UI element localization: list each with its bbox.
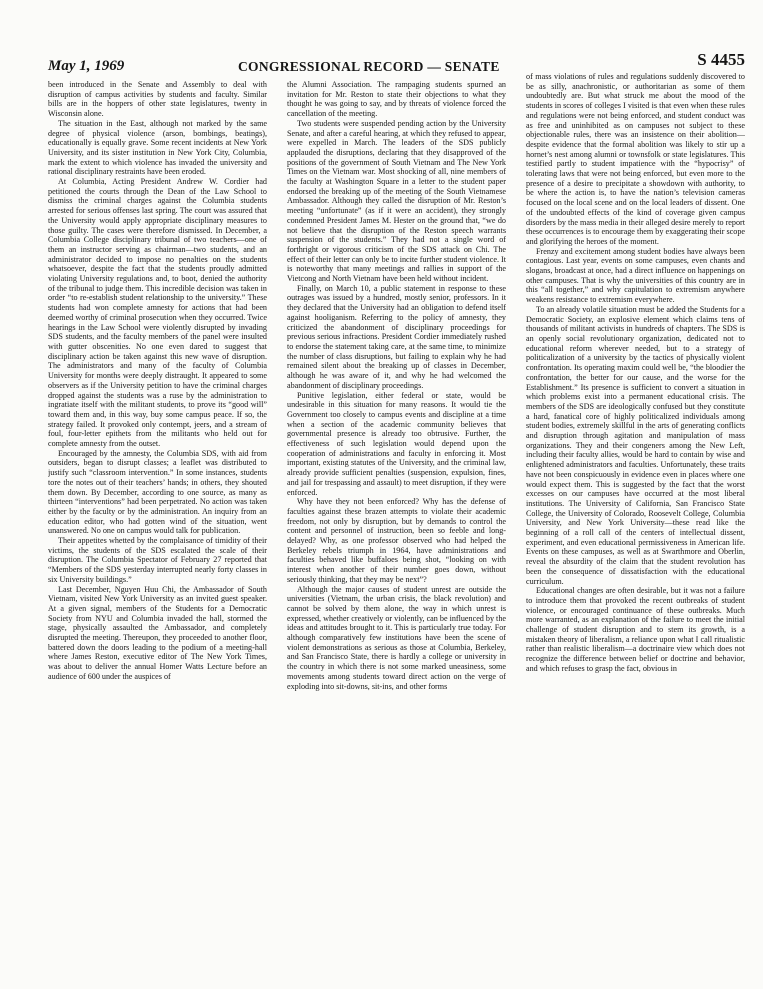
paragraph: Educational changes are often desirable, but it was not a failure to introduce them that provoked the recent outbreaks of student violence, or encouraged continuance of these outbreaks. Much more warranted, as an explanation of the failure to meet the initial challenge of student disruption and to stem its growth, is a mistaken theory of liberalism, a reliance upon what I call ritualistic rather than realistic liberalism—a doctrinaire view which does not recognize the difference between belief or doctrine and behavior, and which refuses to grasp the fact, obvious in xyxy=(526,586,745,673)
paragraph: Finally, on March 10, a public statement in response to these outrages was issued by a hundred, mostly senior, professors. In it they declared that the University had an obligation to defend itself against hooliganism. Referring to the policy of amnesty, they criticized the abandonment of disciplinary proceedings for previous serious infractions. President Cordier immediately rushed to endorse the statement taking care, at the same time, to minimize the number of class disruptions, but failing to explain why he had remained silent about the breaking up of classes in December, although he was aware of it, and why he had welcomed the abandonment of disciplinary proceedings. xyxy=(287,283,506,390)
paragraph: Two students were suspended pending action by the University Senate, and after a careful hearing, at which they refused to appear, were expelled in March. The leaders of the SDS publicly applauded the disruptions, declaring that they disapproved of the positions of the government of South Vietnam and The New York Times on the Vietnam war. Most shocking of all, nine members of the faculty at Washington Square in a letter to the student paper endorsed the breaking up of the meeting of the South Vietnamese Ambassador. Although they called the disruption of Mr. Reston’s meeting “unfortunate” (as if it were an accident), they strongly condemned President James M. Hester on the ground that, “we do not believe that the disruption of the Reston speech warrants suspension of the students.” They had not a single word of forthright or vigorous criticism of the SDS attack on Chi. The effect of their letter can only be to incite further student violence. It is noteworthy that many meetings and rallies in support of the Vietcong and North Vietnam have been held without incident. xyxy=(287,118,506,284)
paragraph: Their appetites whetted by the complaisance of timidity of their victims, the students of the SDS escalated the scale of their disruption. The Columbia Spectator of February 27 reported that “Members of the SDS yesterday interrupted nearly forty classes in six University buildings.” xyxy=(48,536,267,584)
header-title: CONGRESSIONAL RECORD — SENATE xyxy=(238,59,500,74)
text-columns xyxy=(48,72,745,980)
column-1 xyxy=(48,80,267,980)
paragraph: been introduced in the Senate and Assembly to deal with disruption of campus activities by students and faculty. Similar bills are in the hoppers of other state legislatures, twenty in Wisconsin alone. xyxy=(48,80,267,119)
paragraph: The situation in the East, although not marked by the same degree of physical violence (arson, bombings, beatings), educationally is equally grave. Some recent incidents at New York University, and its sister institution in New York City, Columbia, mark the extent to which violence has invaded the university and rational disciplinary restraints have been eroded. xyxy=(48,118,267,177)
paragraph: Although the major causes of student unrest are outside the universities (Vietnam, the urban crisis, the black revolution) and cannot be solved by them alone, the way in which unrest is expressed, whether creatively or violently, can be influenced by the ideas and attitudes brought to it. This is particularly true today. For although comparatively few institutions have been the scene of violent demonstrations as serious as those at Columbia, Berkeley, and San Francisco State, there is hardly a college or university in the country in which there is not some marked uneasiness, some movements among students toward direct action on the verge of exploding into sit-downs, sit-ins, and other forms xyxy=(287,584,506,691)
header-date: May 1, 1969 xyxy=(48,58,125,74)
column-2 xyxy=(287,80,506,980)
paragraph: Why have they not been enforced? Why has the defense of faculties against these brazen attempts to violate their academic freedom, not only by disruption, but by demands to control the content and personnel of instruction, been so feeble and long-delayed? Why, as one professor observed who had helped the Berkeley rebels triumph in 1964, have administrations and faculties behaved like buffaloes being shot, “looking on with interest when another of their number goes down, without seriously thinking, that they may be next”? xyxy=(287,497,506,584)
column-3 xyxy=(526,72,745,980)
paragraph: To an already volatile situation must be added the Students for a Democratic Society, an explosive element which claims tens of thousands of militant activists in hundreds of chapters. The SDS is an openly social revolutionary organization, dedicated not to educational reform wherever needed, but to a strategy of politicalization of a university by the tactics of physically violent confrontation. Its operating maxim could well be, “the bloodier the confrontation, the better for our cause, and the worse for the Establishment.” Its presence is sufficient to convert a situation in which problems exist into a permanent educational crisis. The members of the SDS are ideologically confused but they constitute a hard, fanatical core of highly politicalized individuals among student bodies, extremely skillful in the arts of generating conflicts and disruption through agitation and manipulation of mass organizations. They and their congeners among the New Left, including their faculty allies, would be hard to contain by wise and enlightened administrators and faculties. Unfortunately, these traits have not been conspicuously in evidence even in places where one would expect them. This is suggested by the fact that the worst excesses on our campuses have occurred at the most liberal institutions. The University of California, San Francisco State College, the University of Colorado, Roosevelt College, Columbia University, and New York University—these read like the beginning of a roll call of the centers of intellectual dissent, experiment, and even educational permissiveness in American life. Events on these campuses, as well as at Swarthmore and Oberlin, reveal the absurdity of the claim that the student revolution has been the consequence of dissatisfaction with the educational curriculum. xyxy=(526,304,745,586)
paragraph: Punitive legislation, either federal or state, would be undesirable in this situation for many reasons. It would tie the Government too closely to campus events and discipline at a time when a section of the academic community believes that governmental presence is already too obtrusive. Further, the effectiveness of such legislation would depend upon the cooperation of administrations and faculty in enforcing it. Most important, existing statutes of the University, and the criminal law, already provide sufficient penalties (suspension, expulsion, fines, and jail for trespassing and assault) to meet disruption, if they were enforced. xyxy=(287,390,506,497)
paragraph: Encouraged by the amnesty, the Columbia SDS, with aid from outsiders, began to disrupt classes; a leaflet was distributed to justify such “classroom intervention.” In some instances, students tore the notes out of their teachers’ hands; in others, they shouted them down. By December, according to one source, as many as thirteen “interventions” had been perpetrated. No action was taken either by the faculty or by the administration. An inquiry from an education editor, who had gotten wind of the situation, went unanswered. No one on campus would talk for publication. xyxy=(48,448,267,536)
paragraph: the Alumni Association. The rampaging students spurned an invitation for Mr. Reston to state their objections to what they thought he was going to say, and by threats of violence forced the cancellation of the meeting. xyxy=(287,80,506,119)
paragraph: At Columbia, Acting President Andrew W. Cordier had petitioned the courts through the Dean of the Law School to dismiss the criminal charges against the Columbia students arrested for serious offenses last spring. The court was assured that the University would apply appropriate disciplinary measures to those guilty. The cases were therefore dismissed. In December, a Columbia College disciplinary tribunal of two teachers—one of them an instructor serving as chairman—two students, and an administrator decided to impose no penalties on the students whatsoever, despite the fact that the students proudly admitted violating University regulations and, to boot, denied the authority of the tribunal to judge them. This incredible decision was taken in order “to re-establish student relationship to the university.” These students had won complete amnesty for actions that had been deemed worthy of criminal prosecution when they occurred. Twice hearings in the Law School were violently disrupted by invading SDS students, and the faculty members of the panel were insulted with gutter obscenities. No one even dared to suggest that disciplinary action be taken against this new wave of disruption. The administrators and many of the faculty of Columbia University for months were deeply distraught. It appeared to some observers as if the University petition to have the criminal charges dropped against the students was a ruse by the administration to ingratiate itself with the militant students, to prove its “good will” toward them and, in this way, buy some campus peace. If so, the strategy failed. It provoked only contempt, jeers, and a stream of foul, four-letter epithets from the militants who held out for complete amnesty from the outset. xyxy=(48,177,267,449)
paragraph: of mass violations of rules and regulations suddenly discovered to be as silly, anachronistic, or authoritarian as some of them undoubtedly are. But what struck me about the mood of the students in scores of colleges I visited is that even when these rules and regulations were not being enforced, and student conduct was as free and uninhibited as on campuses not subject to these objectionable rules, there was an insistence on their abolition—despite evidence that the formal abolition was likely to stir up a hornet’s nest among alumni or townsfolk or state legislatures. This testified partly to student impatience with the “hypocrisy” of tolerating laws that were not being enforced, but even more to the presence of a desire to precipitate a showdown with authority, to be where the action is, to have the nation’s television cameras focused on the local scene and on the local leaders of dissent. One of the undoubted effects of the kind of coverage given campus disorders by the mass media in their alleged desire merely to report these occurrences is to encourage them by exaggerating their scope and glorifying the heroes of the moment. xyxy=(526,72,745,246)
paragraph: Frenzy and excitement among student bodies have always been contagious. Last year, events on some campuses, even chants and slogans, broadcast at once, had a direct influence on happenings on other campuses. That is why the universities of this country are in this “all together,” and why capitulation to extremism anywhere weakens resistance to extremism everywhere. xyxy=(526,246,745,305)
paragraph: Last December, Nguyen Huu Chi, the Ambassador of South Vietnam, visited New York University as an invited guest speaker. At a given signal, members of the Students for a Democratic Society from NYU and Columbia invaded the hall, stormed the stage, physically assaulted the Ambassador, and completely disrupted the meeting. Thereupon, they proceeded to another floor, battered down the doors leading to the podium of a meeting-hall where James Reston, executive editor of The New York Times, was about to deliver the annual Homer Watts Lecture before an audience of 600 under the auspices of xyxy=(48,584,267,681)
header-page-number: S 4455 xyxy=(697,50,745,69)
